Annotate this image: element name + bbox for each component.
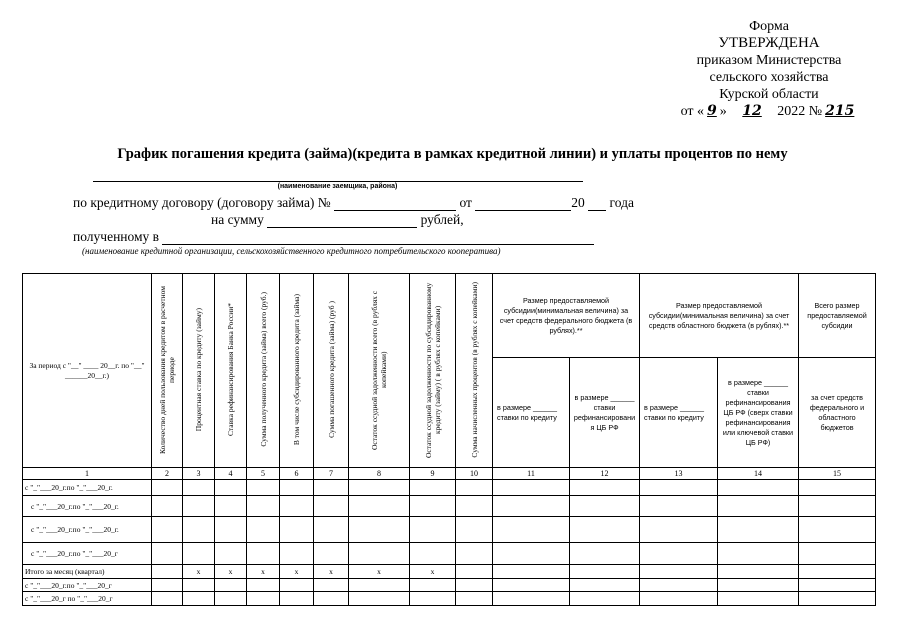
col-subsidized-balance-header [410,274,456,468]
col-number: 12 [570,468,640,480]
sum-line [211,212,464,228]
col-number: 15 [799,468,876,480]
col-repaid-label: Сумма погашенного кредита (займа) (руб ) [326,301,336,438]
total-label: Итого за месяц (квартал) [23,565,152,579]
x-mark: x [349,565,410,579]
col-balance-header [349,274,410,468]
col-repaid-header [314,274,349,468]
region-name: Курской области [719,87,819,102]
sum-label: на сумму [211,212,264,227]
contract-label: по кредитному договору (договору займа) № [73,195,331,210]
row-period: с "_"___20_г.по "_"___20_г [23,543,152,565]
date-mid: » [719,104,727,119]
received-line [73,229,594,245]
x-mark: x [215,565,247,579]
contract-from: от [459,195,472,210]
col-received-label: Сумма полученного кредита (займа) всего (руб.) [258,292,268,447]
col-number: 14 [718,468,799,480]
sub-15: за счет средств федерального и областного бюджетов [799,358,876,468]
creditor-caption: (наименование кредитной организации, сельскохозяйственного кредитного потребительского кооператива) [82,246,501,256]
col-refinance-header [215,274,247,468]
col-balance-label: Остаток ссудной задолженности всего (в рублях с копейками) [370,289,388,450]
sub-13: в размере ______ ставки по кредиту [640,358,718,468]
table-row [23,579,876,592]
col-number: 7 [314,468,349,480]
table-row [23,480,876,496]
ministry-order: приказом Министерства [696,53,842,68]
col-days-header [152,274,183,468]
sub-11: в размере ______ ставки по кредиту [493,358,570,468]
col-number: 8 [349,468,410,480]
col-interest-label: Сумма начисленных процентов (в рублях с копейками) [469,281,479,458]
x-mark: x [410,565,456,579]
col-number: 5 [247,468,280,480]
row-period: с "_"___20_г.по "_"___20_г. [23,496,152,517]
col-refinance-label: Ставка рефинансирования Банка России* [226,303,235,436]
col-number: 4 [215,468,247,480]
sum-field[interactable] [267,227,417,228]
col-number: 6 [280,468,314,480]
table-row [23,543,876,565]
borrower-line [93,171,583,182]
date-year: 2022 № [777,104,823,119]
x-mark: x [314,565,349,579]
col-interest-header [456,274,493,468]
total-row [23,565,876,579]
col-number: 9 [410,468,456,480]
page-title: График погашения кредита (займа)(кредита в рамках кредитной линии) и уплаты процентов по нему [117,146,788,162]
col-rate-header [183,274,215,468]
row-period: с "_"___20_г.по "_"___20_г [23,579,152,592]
contract-year-suffix: года [609,195,634,210]
contract-number-field[interactable] [334,210,456,211]
col-number: 13 [640,468,718,480]
col-subsidized-header [280,274,314,468]
col-number: 1 [23,468,152,480]
row-period: с "_"___20_г.по "_"___20_г. [23,517,152,543]
contract-year-prefix: 20 [571,195,585,210]
repayment-schedule-table [22,273,876,606]
approval-block [669,18,869,120]
approved-label: УТВЕРЖДЕНА [718,35,820,51]
order-number: 215 [825,103,855,119]
x-mark: x [183,565,215,579]
col-number: 2 [152,468,183,480]
federal-subsidy-header: Размер предоставляемой субсидии(минимальная величина) за счет средств федерального бюджета (в рублях).** [493,274,640,358]
col-received-header [247,274,280,468]
col-subsidized-label: В том числе субсидированного кредита (займа) [292,293,301,446]
date-prefix: от « [680,104,705,119]
currency-label: рублей, [420,212,464,227]
regional-subsidy-header: Размер предоставляемой субсидии(минимальная величина) за счет средств областного бюджета (в рублях).** [640,274,799,358]
contract-line [73,195,634,211]
col-days-label: Количество дней пользования кредитом в расчетном периоде [158,285,176,454]
row-period: с "_"___20_г по "_"___20_г [23,592,152,606]
date-month: 12 [742,103,762,119]
column-numbers-row [23,468,876,480]
col-number: 11 [493,468,570,480]
table-row [23,592,876,606]
sub-12: в размере ______ ставки рефинансировани я ЦБ РФ [570,358,640,468]
form-label: Форма [749,19,789,34]
approval-date [669,103,869,120]
col-rate-label: Процентная ставка по кредиту (займу) [194,307,203,432]
borrower-caption: (наименование заемщика, района) [277,183,398,190]
date-day: 9 [707,103,717,119]
sub-14: в размере ______ ставки рефинансирования ЦБ РФ (сверх ставки рефинансирования или ключевой ставки ЦБ РФ) [718,358,799,468]
x-mark: x [280,565,314,579]
contract-year-field[interactable] [588,210,606,211]
table-row [23,517,876,543]
col-number: 3 [183,468,215,480]
received-label: полученному в [73,229,160,244]
row-period: с "_"___20_г.по "_"___20_г. [23,480,152,496]
total-subsidy-header: Всего размер предоставляемой субсидии [799,274,876,358]
ministry-name: сельского хозяйства [709,70,829,85]
period-header: За период с "__" ____ 20__г. по "__" ______20__г.) [23,274,152,468]
table-row [23,496,876,517]
col-subsidized-balance-label: Остаток ссудной задолженности по субсидированному кредиту (займу) ( в рублях с копейками) [423,281,442,458]
x-mark: x [247,565,280,579]
creditor-field[interactable] [162,244,594,245]
col-number: 10 [456,468,493,480]
contract-date-field[interactable] [475,210,571,211]
